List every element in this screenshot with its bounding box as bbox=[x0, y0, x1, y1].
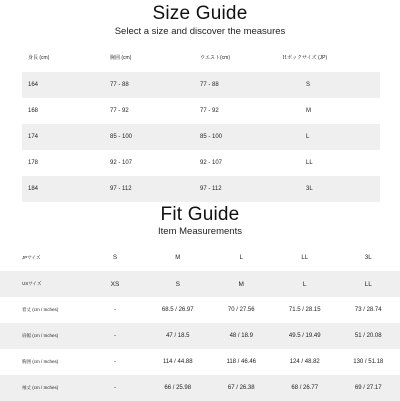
measure-cell: 130 / 51.18 bbox=[353, 359, 384, 365]
table-row bbox=[22, 72, 380, 98]
size-table-header bbox=[22, 42, 380, 72]
size-guide-title: Size Guide bbox=[152, 3, 248, 24]
row-label-length: 着丈 (cm / Inches) bbox=[22, 307, 59, 312]
size-cell: L bbox=[276, 124, 380, 150]
header-chest: 胸囲 (cm) bbox=[110, 54, 132, 61]
table-row bbox=[22, 124, 380, 150]
height-cell: 184 bbox=[22, 176, 106, 202]
table-row bbox=[0, 271, 400, 297]
chest-cell: 85 - 100 bbox=[106, 124, 196, 150]
table-row bbox=[0, 245, 400, 271]
fit-guide-table bbox=[0, 245, 400, 401]
header-height: 身長 (cm) bbox=[28, 54, 50, 61]
waist-cell: 77 - 92 bbox=[200, 108, 219, 114]
size-cell: S bbox=[112, 255, 117, 261]
header-size: Ｈボックサイズ (JP) bbox=[282, 54, 328, 61]
chest-cell: 77 - 92 bbox=[110, 108, 129, 114]
measure-cell: 68.5 / 26.97 bbox=[161, 307, 194, 313]
row-label-shoulder: 肩幅 (cm / Inches) bbox=[0, 323, 84, 349]
table-row bbox=[22, 150, 380, 176]
table-row bbox=[22, 98, 380, 124]
height-cell: 168 bbox=[28, 108, 39, 114]
measure-cell: 69 / 27.17 bbox=[337, 375, 400, 401]
waist-cell: 92 - 107 bbox=[200, 160, 223, 166]
measure-cell: 71.5 / 28.15 bbox=[288, 307, 321, 313]
waist-cell: 77 - 88 bbox=[196, 72, 276, 98]
row-label-sleeve: 袖丈 (cm / Inches) bbox=[0, 375, 84, 401]
measure-cell: 114 / 44.88 bbox=[162, 359, 193, 365]
measure-cell: 67 / 26.38 bbox=[210, 375, 273, 401]
measure-cell: - bbox=[114, 307, 116, 313]
size-cell: S bbox=[276, 72, 380, 98]
height-cell: 164 bbox=[22, 72, 106, 98]
waist-cell: 97 - 112 bbox=[196, 176, 276, 202]
measure-cell: 66 / 25.98 bbox=[146, 375, 210, 401]
measure-cell: 48 / 18.9 bbox=[210, 323, 273, 349]
measure-cell: - bbox=[84, 323, 146, 349]
size-guide-table bbox=[22, 42, 380, 202]
row-label-jp-size: JPサイズ bbox=[22, 255, 41, 260]
fit-guide-title: Fit Guide bbox=[160, 204, 240, 225]
size-cell: LL bbox=[306, 160, 313, 166]
height-cell: 178 bbox=[28, 160, 39, 166]
size-cell: 3L bbox=[364, 255, 372, 261]
size-cell: M bbox=[306, 108, 311, 114]
table-row bbox=[0, 349, 400, 375]
fit-guide-subtitle: Item Measurements bbox=[158, 226, 242, 237]
chest-cell: 92 - 107 bbox=[110, 160, 133, 166]
size-guide-subtitle: Select a size and discover the measures bbox=[114, 26, 286, 37]
size-cell: M bbox=[210, 271, 273, 297]
row-label-us-size: USサイズ bbox=[0, 271, 84, 297]
chest-cell: 77 - 88 bbox=[106, 72, 196, 98]
size-cell: LL bbox=[301, 255, 309, 261]
size-cell: 3L bbox=[276, 176, 380, 202]
table-row bbox=[0, 375, 400, 401]
measure-cell: 68 / 26.77 bbox=[273, 375, 337, 401]
measure-cell: 70 / 27.56 bbox=[227, 307, 255, 313]
measure-cell: 49.5 / 19.49 bbox=[273, 323, 337, 349]
header-waist: ウエスト(cm) bbox=[200, 54, 230, 61]
table-row bbox=[0, 323, 400, 349]
size-cell: M bbox=[175, 255, 181, 261]
size-cell: XS bbox=[84, 271, 146, 297]
measure-cell: 51 / 20.08 bbox=[337, 323, 400, 349]
waist-cell: 85 - 100 bbox=[196, 124, 276, 150]
table-row bbox=[22, 176, 380, 202]
chest-cell: 97 - 112 bbox=[106, 176, 196, 202]
size-cell: S bbox=[146, 271, 210, 297]
measure-cell: - bbox=[114, 359, 116, 365]
measure-cell: 73 / 28.74 bbox=[354, 307, 382, 313]
size-cell: L bbox=[273, 271, 337, 297]
table-row bbox=[0, 297, 400, 323]
height-cell: 174 bbox=[22, 124, 106, 150]
measure-cell: 118 / 46.46 bbox=[226, 359, 257, 365]
row-label-chest: 胸囲 (cm / Inches) bbox=[22, 359, 59, 364]
size-cell: LL bbox=[337, 271, 400, 297]
measure-cell: 124 / 48.82 bbox=[289, 359, 320, 365]
measure-cell: 47 / 18.5 bbox=[146, 323, 210, 349]
measure-cell: - bbox=[84, 375, 146, 401]
size-cell: L bbox=[239, 255, 243, 261]
